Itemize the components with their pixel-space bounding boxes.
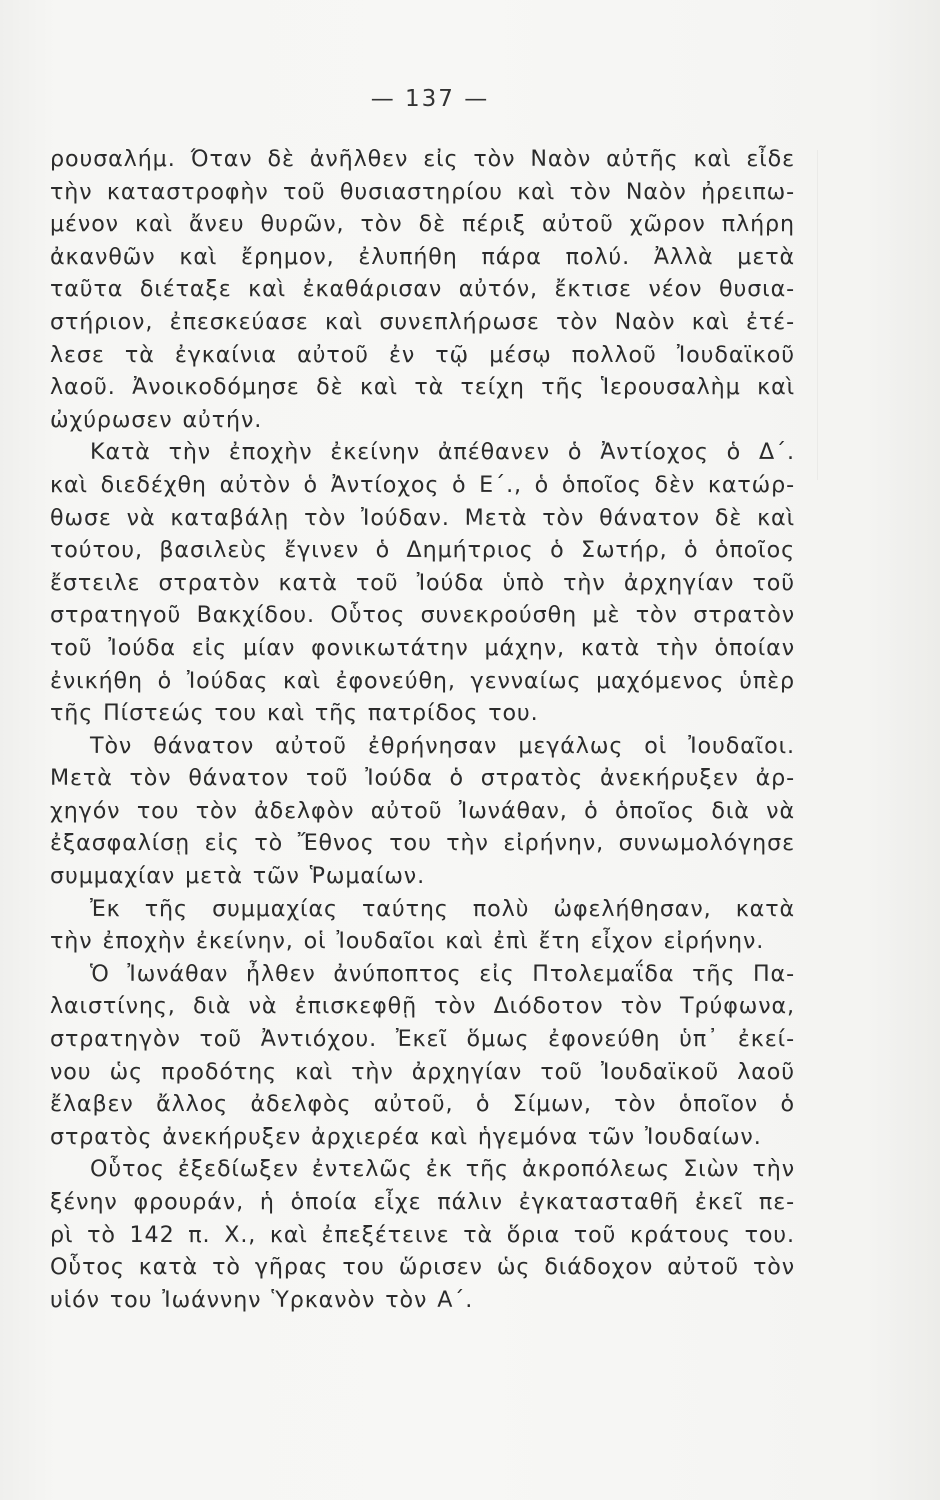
text-line: Μετὰ τὸν θάνατον τοῦ Ἰούδα ὁ στρατὸς ἀνεκήρυξεν ἀρ-: [50, 765, 795, 792]
text-line: καὶ διεδέχθη αὐτὸν ὁ Ἀντίοχος ὁ Ε΄., ὁ ὁποῖος δὲν κατώρ-: [50, 471, 795, 498]
text-line: λαοῦ. Ἀνοικοδόμησε δὲ καὶ τὰ τείχη τῆς Ἱερουσαλὴμ καὶ: [50, 374, 795, 401]
text-line: στρατηγὸν τοῦ Ἀντιόχου. Ἐκεῖ ὅμως ἐφονεύθη ὑπ᾿ ἐκεί-: [50, 1026, 795, 1053]
text-line: ἔστειλε στρατὸν κατὰ τοῦ Ἰούδα ὑπὸ τὴν ἀρχηγίαν τοῦ: [50, 569, 795, 596]
text-line: ρὶ τὸ 142 π. Χ., καὶ ἐπεξέτεινε τὰ ὅρια τοῦ κράτους του.: [50, 1221, 795, 1248]
paragraph: [50, 893, 795, 958]
text-line: θωσε νὰ καταβάλῃ τὸν Ἰούδαν. Μετὰ τὸν θάνατον δὲ καὶ: [50, 504, 795, 531]
paragraph: [50, 730, 795, 893]
text-line: στήριον, ἐπεσκεύασε καὶ συνεπλήρωσε τὸν Ναὸν καὶ ἐτέ-: [50, 308, 795, 335]
text-line: ταῦτα διέταξε καὶ ἐκαθάρισαν αὐτόν, ἔκτισε νέον θυσια-: [50, 276, 795, 303]
text-line: λεσε τὰ ἐγκαίνια αὐτοῦ ἐν τῷ μέσῳ πολλοῦ Ἰουδαϊκοῦ: [50, 341, 795, 368]
text-line: Ἐκ τῆς συμμαχίας ταύτης πολὺ ὠφελήθησαν, κατὰ: [90, 895, 795, 922]
page-bleed-mark: [817, 150, 818, 480]
text-line: τῆς Πίστεώς του καὶ τῆς πατρίδος του.: [50, 700, 539, 727]
page-number: — 137 —: [370, 86, 490, 112]
text-line: στρατὸς ἀνεκήρυξεν ἀρχιερέα καὶ ἡγεμόνα τῶν Ἰουδαίων.: [50, 1123, 762, 1150]
body-text: [50, 143, 795, 1316]
text-line: Ὁ Ἰωνάθαν ἦλθεν ἀνύποπτος εἰς Πτολεμαΐδα τῆς Πα-: [90, 960, 795, 987]
text-line: μένον καὶ ἄνευ θυρῶν, τὸν δὲ πέριξ αὐτοῦ χῶρον πλήρη: [50, 211, 795, 238]
text-line: λαιστίνης, διὰ νὰ ἐπισκεφθῇ τὸν Διόδοτον τὸν Τρύφωνα,: [50, 993, 795, 1020]
text-line: Οὗτος κατὰ τὸ γῆρας του ὥρισεν ὡς διάδοχον αὐτοῦ τὸν: [50, 1254, 795, 1281]
text-line: Κατὰ τὴν ἐποχὴν ἐκείνην ἀπέθανεν ὁ Ἀντίοχος ὁ Δ΄.: [90, 439, 795, 466]
text-line: τοῦ Ἰούδα εἰς μίαν φονικωτάτην μάχην, κατὰ τὴν ὁποίαν: [50, 634, 795, 661]
text-line: χηγόν του τὸν ἀδελφὸν αὐτοῦ Ἰωνάθαν, ὁ ὁποῖος διὰ νὰ: [50, 797, 795, 824]
text-line: Οὗτος ἐξεδίωξεν ἐντελῶς ἐκ τῆς ἀκροπόλεως Σιὼν τὴν: [90, 1156, 795, 1183]
paragraph: [50, 436, 795, 729]
text-line: τὴν ἐποχὴν ἐκείνην, οἱ Ἰουδαῖοι καὶ ἐπὶ ἔτη εἶχον εἰρήνην.: [50, 928, 765, 955]
text-line: ὠχύρωσεν αὐτήν.: [50, 406, 263, 433]
paragraph: [50, 143, 795, 436]
text-line: ἐξασφαλίσῃ εἰς τὸ Ἔθνος του τὴν εἰρήνην, συνωμολόγησε: [50, 830, 795, 857]
text-line: ἀκανθῶν καὶ ἔρημον, ἐλυπήθη πάρα πολύ. Ἀλλὰ μετὰ: [50, 243, 795, 270]
text-line: υἱόν του Ἰωάννην Ὑρκανὸν τὸν Α΄.: [50, 1286, 474, 1313]
text-line: ρουσαλήμ. Όταν δὲ ἀνῆλθεν εἰς τὸν Ναὸν αὐτῆς καὶ εἶδε: [50, 146, 795, 172]
paragraph: [50, 1153, 795, 1316]
text-line: συμμαχίαν μετὰ τῶν Ῥωμαίων.: [50, 863, 426, 890]
text-line: ἔλαβεν ἄλλος ἀδελφὸς αὐτοῦ, ὁ Σίμων, τὸν ὁποῖον ὁ: [50, 1091, 795, 1118]
text-line: τούτου, βασιλεὺς ἔγινεν ὁ Δημήτριος ὁ Σωτήρ, ὁ ὁποῖος: [50, 537, 795, 564]
text-line: Τὸν θάνατον αὐτοῦ ἐθρήνησαν μεγάλως οἱ Ἰουδαῖοι.: [90, 732, 795, 759]
text-line: νου ὡς προδότης καὶ τὴν ἀρχηγίαν τοῦ Ἰουδαϊκοῦ λαοῦ: [50, 1058, 795, 1085]
text-line: στρατηγοῦ Βακχίδου. Οὗτος συνεκρούσθη μὲ τὸν στρατὸν: [50, 602, 795, 629]
text-line: ξένην φρουράν, ἡ ὁποία εἶχε πάλιν ἐγκατασταθῆ ἐκεῖ πε-: [50, 1189, 795, 1215]
text-line: ἐνικήθη ὁ Ἰούδας καὶ ἐφονεύθη, γενναίως μαχόμενος ὑπὲρ: [50, 667, 795, 694]
paragraph: [50, 958, 795, 1154]
text-line: τὴν καταστροφὴν τοῦ θυσιαστηρίου καὶ τὸν Ναὸν ἠρειπω-: [50, 178, 795, 205]
